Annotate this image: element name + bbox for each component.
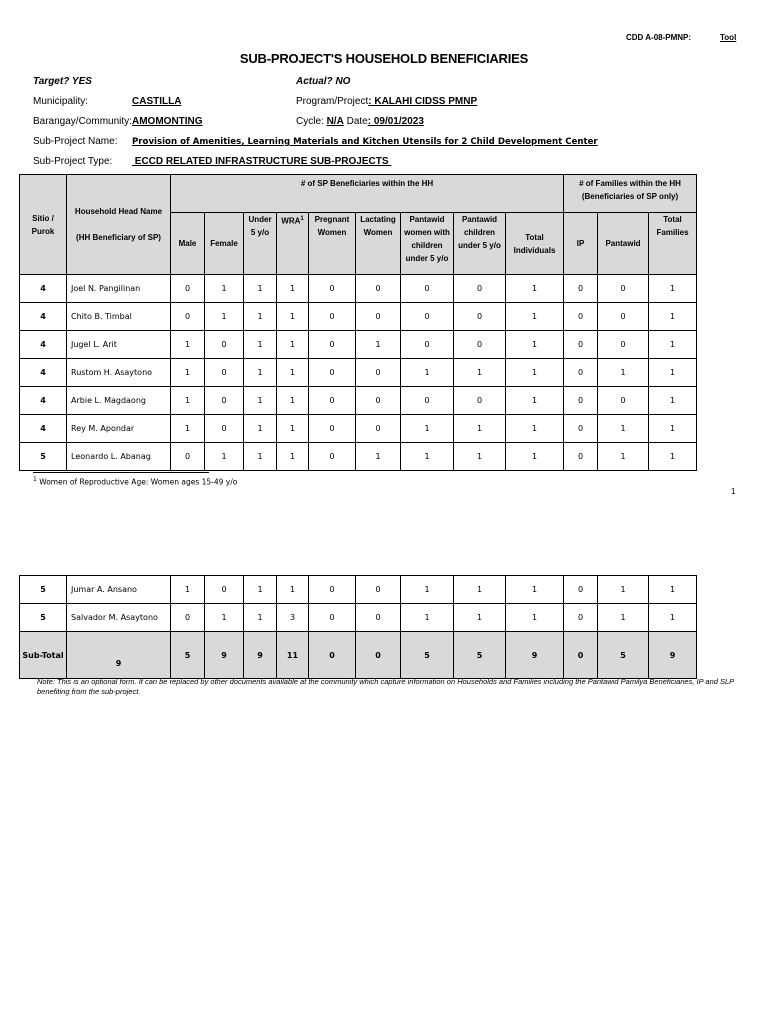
row-ip: 0: [564, 443, 598, 471]
header-wra: [277, 213, 309, 275]
page-number: 1: [731, 487, 736, 496]
subproject-type-value: ECCD RELATED INFRASTRUCTURE SUB-PROJECTS: [132, 156, 392, 167]
header-lactating-line1: Lactating: [360, 215, 396, 224]
row-female: 0: [205, 387, 244, 415]
row-total-families: 1: [649, 359, 697, 387]
row-female: 1: [205, 443, 244, 471]
row-lactating: 0: [356, 303, 401, 331]
row-female: 1: [205, 275, 244, 303]
row-pantawid: 0: [598, 331, 649, 359]
row-male: 1: [171, 576, 205, 604]
header-male: Male: [171, 213, 205, 275]
header-pw-women-line3: children: [411, 241, 443, 250]
row-pantawid-women: 0: [401, 387, 454, 415]
row-ip: 0: [564, 331, 598, 359]
subtotal-total-individuals: 9: [506, 632, 564, 679]
row-pantawid: 0: [598, 387, 649, 415]
program-value: : KALAHI CIDSS PMNP: [368, 96, 478, 107]
header-sitio-line2: Purok: [31, 226, 55, 236]
cycle-value: N/A: [326, 116, 344, 127]
row-total-families: 1: [649, 303, 697, 331]
table-row: [20, 443, 697, 471]
subtotal-ip: 0: [564, 632, 598, 679]
row-household-head: Salvador M. Asaytono: [67, 604, 171, 632]
header-pw-women-line2: women with: [404, 228, 450, 237]
header-total-ind-line1: Total: [525, 232, 544, 242]
subtotal-male: 5: [171, 632, 205, 679]
row-wra: 1: [277, 415, 309, 443]
header-pw-children-line1: Pantawid: [461, 215, 498, 224]
row-pantawid-children: 1: [454, 604, 506, 632]
row-pantawid-children: 1: [454, 443, 506, 471]
row-female: 1: [205, 303, 244, 331]
header-pw-women-line1: Pantawid: [409, 215, 445, 224]
row-lactating: 0: [356, 275, 401, 303]
row-wra: 1: [277, 331, 309, 359]
row-pantawid-women: 1: [401, 576, 454, 604]
row-male: 0: [171, 303, 205, 331]
row-wra: 1: [277, 576, 309, 604]
row-pregnant: 0: [309, 359, 356, 387]
subtotal-row: [20, 632, 697, 679]
table-row: [20, 331, 697, 359]
header-pw-children-line3: under 5 y/o: [458, 241, 501, 250]
row-sitio: 4: [20, 359, 67, 387]
header-ip: IP: [564, 213, 598, 275]
header-lactating: [356, 213, 401, 275]
row-pantawid-women: 1: [401, 604, 454, 632]
beneficiaries-table-continued: [19, 575, 697, 679]
row-total-individuals: 1: [506, 604, 564, 632]
row-female: 0: [205, 576, 244, 604]
page-title: SUB-PROJECT'S HOUSEHOLD BENEFICIARIES: [239, 51, 529, 66]
row-pregnant: 0: [309, 303, 356, 331]
row-total-individuals: 1: [506, 576, 564, 604]
row-male: 1: [171, 359, 205, 387]
beneficiaries-table: [19, 174, 697, 471]
row-sitio: 4: [20, 387, 67, 415]
row-male: 0: [171, 275, 205, 303]
header-sitio-line1: Sitio /: [32, 213, 54, 223]
municipality-label: Municipality:: [33, 96, 89, 107]
row-pantawid: 1: [598, 604, 649, 632]
row-under5: 1: [244, 331, 277, 359]
header-pw-children-line2: children: [463, 228, 496, 237]
footnote-divider: [33, 472, 209, 473]
tool-label: Tool: [720, 33, 737, 42]
header-total-fam-line2: Families: [656, 228, 689, 237]
row-lactating: 0: [356, 604, 401, 632]
header-pw-women-line4: under 5 y/o: [405, 254, 449, 263]
row-ip: 0: [564, 359, 598, 387]
row-pantawid: 0: [598, 303, 649, 331]
row-sitio: 4: [20, 275, 67, 303]
header-families-line1: # of Families within the HH: [579, 179, 681, 188]
row-total-individuals: 1: [506, 443, 564, 471]
row-household-head: Arbie L. Magdaong: [67, 387, 171, 415]
row-lactating: 0: [356, 415, 401, 443]
footnote-text: Women of Reproductive Age: Women ages 15-49 y/o: [39, 477, 238, 487]
row-pantawid-women: 0: [401, 303, 454, 331]
table-body-page1: [20, 275, 697, 471]
actual-label: Actual? NO: [296, 76, 351, 87]
row-total-families: 1: [649, 415, 697, 443]
header-female: Female: [205, 213, 244, 275]
row-pregnant: 0: [309, 415, 356, 443]
row-ip: 0: [564, 275, 598, 303]
row-pregnant: 0: [309, 443, 356, 471]
form-code: CDD A-08-PMNP:: [626, 33, 692, 42]
row-total-families: 1: [649, 331, 697, 359]
row-pregnant: 0: [309, 387, 356, 415]
row-pantawid-children: 1: [454, 415, 506, 443]
row-male: 0: [171, 604, 205, 632]
row-sitio: 4: [20, 331, 67, 359]
target-label: Target? YES: [33, 76, 92, 87]
row-household-head: Jumar A. Ansano: [67, 576, 171, 604]
row-female: 1: [205, 604, 244, 632]
subtotal-pantawid-children: 5: [454, 632, 506, 679]
row-pantawid: 1: [598, 576, 649, 604]
header-hh-line1: Household Head Name: [74, 207, 163, 216]
row-ip: 0: [564, 604, 598, 632]
table-row: [20, 604, 697, 632]
row-pantawid: 1: [598, 359, 649, 387]
program-label: Program/Project: [296, 96, 369, 107]
header-pantawid: Pantawid: [598, 213, 649, 275]
cycle-date-field: [296, 116, 424, 127]
row-total-families: 1: [649, 443, 697, 471]
row-total-individuals: 1: [506, 359, 564, 387]
barangay-value: AMOMONTING: [132, 116, 203, 127]
row-wra: 1: [277, 359, 309, 387]
row-lactating: 1: [356, 443, 401, 471]
row-sitio: 4: [20, 415, 67, 443]
header-wra-sup: 1: [300, 216, 304, 222]
row-pantawid-women: 1: [401, 359, 454, 387]
row-female: 0: [205, 415, 244, 443]
header-pregnant-line2: Women: [317, 228, 347, 237]
row-lactating: 0: [356, 576, 401, 604]
barangay-label: Barangay/Community:: [33, 116, 132, 127]
row-pantawid-children: 0: [454, 303, 506, 331]
table-row: [20, 387, 697, 415]
row-ip: 0: [564, 576, 598, 604]
subtotal-wra: 11: [277, 632, 309, 679]
cycle-label: Cycle:: [296, 116, 324, 127]
row-pantawid-women: 1: [401, 443, 454, 471]
row-ip: 0: [564, 415, 598, 443]
row-total-families: 1: [649, 387, 697, 415]
date-label: Date: [346, 116, 368, 127]
row-under5: 1: [244, 387, 277, 415]
header-wra-label: WRA: [281, 216, 301, 226]
row-total-families: 1: [649, 576, 697, 604]
row-lactating: 0: [356, 387, 401, 415]
municipality-value: CASTILLA: [132, 96, 182, 107]
table-row: [20, 415, 697, 443]
row-pantawid-children: 0: [454, 275, 506, 303]
subtotal-hh-count: 9: [67, 632, 171, 679]
row-lactating: 0: [356, 359, 401, 387]
row-female: 0: [205, 359, 244, 387]
row-sitio: 4: [20, 303, 67, 331]
row-pregnant: 0: [309, 275, 356, 303]
row-sitio: 5: [20, 443, 67, 471]
row-ip: 0: [564, 387, 598, 415]
subtotal-pregnant: 0: [309, 632, 356, 679]
subtotal-lactating: 0: [356, 632, 401, 679]
table-body-page2: [20, 576, 697, 632]
header-pregnant-line1: Pregnant: [314, 215, 350, 224]
note-text: Note: This is an optional form. It can be replaced by other documents available at the community which capture information on Households and Families including the Pantawid Pamilya Beneficiaries, IP and SLP benefiting from the sub-project.: [37, 677, 734, 696]
row-wra: 1: [277, 443, 309, 471]
row-pregnant: 0: [309, 576, 356, 604]
row-pantawid-children: 0: [454, 331, 506, 359]
row-pregnant: 0: [309, 604, 356, 632]
row-pantawid-women: 0: [401, 331, 454, 359]
row-under5: 1: [244, 576, 277, 604]
subtotal-under5: 9: [244, 632, 277, 679]
row-wra: 1: [277, 303, 309, 331]
row-total-families: 1: [649, 604, 697, 632]
row-lactating: 1: [356, 331, 401, 359]
row-household-head: Rey M. Apondar: [67, 415, 171, 443]
row-wra: 3: [277, 604, 309, 632]
header-sitio: [20, 175, 67, 275]
row-under5: 1: [244, 303, 277, 331]
row-wra: 1: [277, 275, 309, 303]
header-under5-line2: 5 y/o: [250, 228, 270, 237]
row-total-individuals: 1: [506, 303, 564, 331]
row-household-head: Leonardo L. Abanag: [67, 443, 171, 471]
row-total-individuals: 1: [506, 415, 564, 443]
header-hh-line2: (HH Beneficiary of SP): [76, 233, 161, 242]
row-total-families: 1: [649, 275, 697, 303]
subtotal-pantawid: 5: [598, 632, 649, 679]
row-total-individuals: 1: [506, 387, 564, 415]
row-ip: 0: [564, 303, 598, 331]
header-pantawid-women: [401, 213, 454, 275]
row-total-individuals: 1: [506, 331, 564, 359]
header-total-individuals: [506, 213, 564, 275]
row-pantawid: 1: [598, 443, 649, 471]
header-pregnant: [309, 213, 356, 275]
header-lactating-line2: Women: [363, 228, 393, 237]
header-household-head: [67, 175, 171, 275]
program-project-field: [296, 96, 477, 107]
row-household-head: Jugel L. Arit: [67, 331, 171, 359]
subtotal-label: Sub-Total: [20, 632, 67, 679]
table-row: [20, 303, 697, 331]
table-row: [20, 359, 697, 387]
row-pantawid-children: 0: [454, 387, 506, 415]
header-sp-beneficiaries: # of SP Beneficiaries within the HH: [171, 175, 564, 213]
subtotal-pantawid-women: 5: [401, 632, 454, 679]
date-value: : 09/01/2023: [367, 116, 424, 127]
header-families: [564, 175, 697, 213]
row-pantawid: 0: [598, 275, 649, 303]
row-under5: 1: [244, 443, 277, 471]
subproject-type-label: Sub-Project Type:: [33, 156, 113, 167]
row-pantawid-women: 1: [401, 415, 454, 443]
subproject-name-value: Provision of Amenities, Learning Materials and Kitchen Utensils for 2 Child Development Center: [132, 137, 598, 147]
header-total-fam-line1: Total: [663, 215, 682, 224]
row-under5: 1: [244, 415, 277, 443]
header-total-families: [649, 213, 697, 275]
row-pantawid-children: 1: [454, 359, 506, 387]
row-wra: 1: [277, 387, 309, 415]
row-sitio: 5: [20, 604, 67, 632]
row-pantawid-children: 1: [454, 576, 506, 604]
row-under5: 1: [244, 604, 277, 632]
row-household-head: Chito B. Timbal: [67, 303, 171, 331]
row-pantawid-women: 0: [401, 275, 454, 303]
row-under5: 1: [244, 275, 277, 303]
subtotal-female: 9: [205, 632, 244, 679]
header-under5-line1: Under: [248, 215, 272, 224]
row-household-head: Joel N. Pangilinan: [67, 275, 171, 303]
row-male: 0: [171, 443, 205, 471]
row-pantawid: 1: [598, 415, 649, 443]
row-female: 0: [205, 331, 244, 359]
header-families-line2: (Beneficiaries of SP only): [581, 192, 679, 201]
subproject-name-label: Sub-Project Name:: [33, 136, 118, 147]
table-row: [20, 275, 697, 303]
header-total-ind-line2: Individuals: [513, 245, 556, 255]
row-sitio: 5: [20, 576, 67, 604]
header-pantawid-children: [454, 213, 506, 275]
row-total-individuals: 1: [506, 275, 564, 303]
header-under5: [244, 213, 277, 275]
row-male: 1: [171, 387, 205, 415]
subtotal-total-families: 9: [649, 632, 697, 679]
footnote-mark: 1: [33, 476, 37, 483]
row-household-head: Rustom H. Asaytono: [67, 359, 171, 387]
footnote: [33, 476, 237, 487]
row-male: 1: [171, 331, 205, 359]
row-pregnant: 0: [309, 331, 356, 359]
row-under5: 1: [244, 359, 277, 387]
table-row: [20, 576, 697, 604]
row-male: 1: [171, 415, 205, 443]
